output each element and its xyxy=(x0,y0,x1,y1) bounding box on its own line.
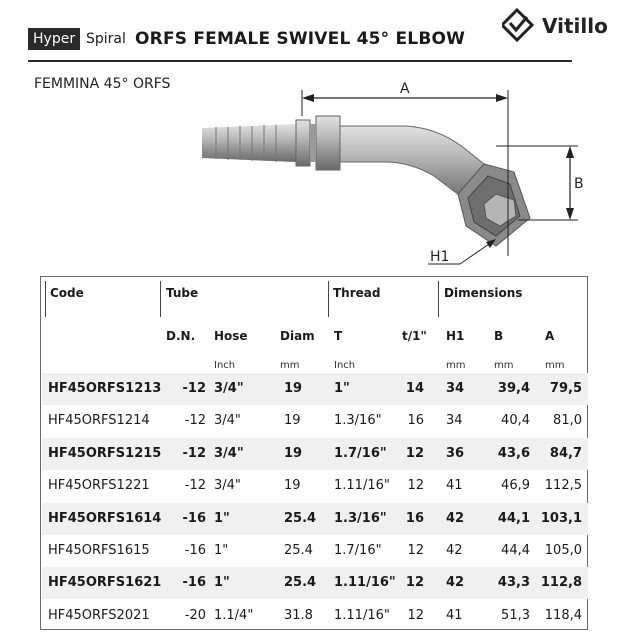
table-row xyxy=(42,535,588,567)
col-t1: t/1" xyxy=(402,329,427,343)
cell-hose: 1" xyxy=(214,543,229,558)
cell-t1: 12 xyxy=(407,543,424,558)
cell-hose: 1" xyxy=(214,510,230,526)
cell-b: 51,3 xyxy=(501,607,530,623)
cell-dn: -16 xyxy=(184,543,206,558)
cell-t: 1.3/16" xyxy=(334,510,387,526)
cell-diam: 25.4 xyxy=(284,543,313,558)
cell-code: HF45ORFS1215 xyxy=(48,445,162,461)
col-h1: H1 xyxy=(446,329,465,343)
group-thread: Thread xyxy=(333,286,381,300)
table-row xyxy=(42,470,588,502)
cell-t1: 12 xyxy=(405,445,424,461)
unit-diam: mm xyxy=(280,360,300,371)
cell-t1: 12 xyxy=(407,478,424,494)
cell-hose: 1.1/4" xyxy=(214,607,254,623)
table-row xyxy=(42,503,588,535)
cell-a: 112,8 xyxy=(540,575,582,591)
cell-dn: -20 xyxy=(184,607,206,623)
cell-diam: 31.8 xyxy=(284,607,313,623)
cell-code: HF45ORFS1614 xyxy=(48,510,162,526)
unit-h1: mm xyxy=(446,360,466,371)
cell-dn: -16 xyxy=(182,510,206,526)
cell-t: 1.3/16" xyxy=(334,413,382,429)
col-dn: D.N. xyxy=(166,329,196,343)
cell-dn: -16 xyxy=(182,575,206,591)
cell-diam: 19 xyxy=(284,445,303,461)
cell-b: 44,4 xyxy=(501,543,530,558)
dimension-a-label: A xyxy=(400,81,410,97)
cell-t: 1" xyxy=(334,381,350,396)
cell-dn: -12 xyxy=(182,445,206,461)
cell-b: 43,6 xyxy=(497,445,530,461)
col-hose: Hose xyxy=(214,329,248,343)
cell-hose: 3/4" xyxy=(214,478,241,494)
cell-t: 1.11/16" xyxy=(334,607,390,623)
table-row xyxy=(42,438,588,470)
cell-code: HF45ORFS2021 xyxy=(48,607,150,623)
hex-nut xyxy=(316,116,340,170)
group-tube: Tube xyxy=(166,286,199,300)
col-a: A xyxy=(545,329,555,343)
cell-t: 1.7/16" xyxy=(334,445,387,461)
cell-a: 105,0 xyxy=(544,543,582,558)
table-row xyxy=(42,567,588,599)
cell-a: 84,7 xyxy=(549,445,582,461)
cell-h1: 36 xyxy=(446,445,465,461)
cell-h1: 41 xyxy=(446,478,463,494)
cell-dn: -12 xyxy=(182,381,206,396)
cell-code: HF45ORFS1221 xyxy=(48,478,150,494)
cell-b: 43,3 xyxy=(497,575,530,591)
cell-t: 1.11/16" xyxy=(334,575,396,591)
unit-b: mm xyxy=(494,360,514,371)
spiral-tag: Spiral xyxy=(86,31,126,47)
cell-code: HF45ORFS1615 xyxy=(48,543,150,558)
cell-diam: 19 xyxy=(284,478,301,494)
header xyxy=(28,24,572,60)
brand-name: Vitillo xyxy=(542,14,608,38)
cell-b: 46,9 xyxy=(501,478,530,494)
cell-hose: 1" xyxy=(214,575,230,591)
hyper-tag: Hyper xyxy=(28,28,80,50)
subtitle: FEMMINA 45° ORFS xyxy=(34,76,171,92)
cell-t1: 12 xyxy=(407,607,424,623)
vitillo-logo-icon xyxy=(502,8,538,42)
cell-b: 44,1 xyxy=(497,510,530,526)
col-b: B xyxy=(494,329,504,343)
cell-a: 81,0 xyxy=(553,413,582,429)
cell-code: HF45ORFS1621 xyxy=(48,575,162,591)
cell-diam: 19 xyxy=(284,413,301,429)
cell-t1: 12 xyxy=(405,575,424,591)
cell-t: 1.7/16" xyxy=(334,543,382,558)
brand-logo xyxy=(502,8,612,42)
table-row xyxy=(42,600,588,632)
dimension-b-label: B xyxy=(574,176,584,192)
collar xyxy=(296,120,310,166)
cell-b: 39,4 xyxy=(497,381,530,396)
cell-h1: 34 xyxy=(446,413,463,429)
unit-a: mm xyxy=(545,360,565,371)
group-dimensions: Dimensions xyxy=(444,286,523,300)
cell-diam: 25.4 xyxy=(284,575,317,591)
cell-a: 103,1 xyxy=(540,510,582,526)
col-t: T xyxy=(334,329,343,343)
header-divider xyxy=(28,60,572,62)
cell-h1: 42 xyxy=(446,543,463,558)
page-title: ORFS FEMALE SWIVEL 45° ELBOW xyxy=(135,29,466,49)
cell-a: 112,5 xyxy=(544,478,582,494)
table-row xyxy=(42,405,588,437)
cell-code: HF45ORFS1214 xyxy=(48,413,150,429)
group-code: Code xyxy=(50,286,84,300)
cell-t: 1.11/16" xyxy=(334,478,390,494)
table-row xyxy=(42,373,588,405)
cell-h1: 42 xyxy=(446,575,465,591)
cell-h1: 41 xyxy=(446,607,463,623)
cell-h1: 42 xyxy=(446,510,465,526)
cell-hose: 3/4" xyxy=(214,413,241,429)
cell-dn: -12 xyxy=(184,413,206,429)
cell-hose: 3/4" xyxy=(214,445,244,461)
cell-code: HF45ORFS1213 xyxy=(48,381,162,396)
cell-a: 79,5 xyxy=(549,381,582,396)
cell-hose: 3/4" xyxy=(214,381,244,396)
spec-table xyxy=(40,276,588,630)
cell-a: 118,4 xyxy=(544,607,582,623)
cell-t1: 16 xyxy=(405,510,424,526)
dimension-h1-label: H1 xyxy=(430,249,450,265)
unit-hose: Inch xyxy=(214,360,236,371)
cell-h1: 34 xyxy=(446,381,465,396)
cell-t1: 16 xyxy=(407,413,424,429)
cell-t1: 14 xyxy=(405,381,424,396)
h1-leader xyxy=(460,242,492,264)
col-diam: Diam xyxy=(280,329,315,343)
cell-dn: -12 xyxy=(184,478,206,494)
unit-t: Inch xyxy=(334,360,356,371)
fitting-drawing xyxy=(196,76,596,272)
cell-b: 40,4 xyxy=(501,413,530,429)
cell-diam: 25.4 xyxy=(284,510,317,526)
cell-diam: 19 xyxy=(284,381,303,396)
